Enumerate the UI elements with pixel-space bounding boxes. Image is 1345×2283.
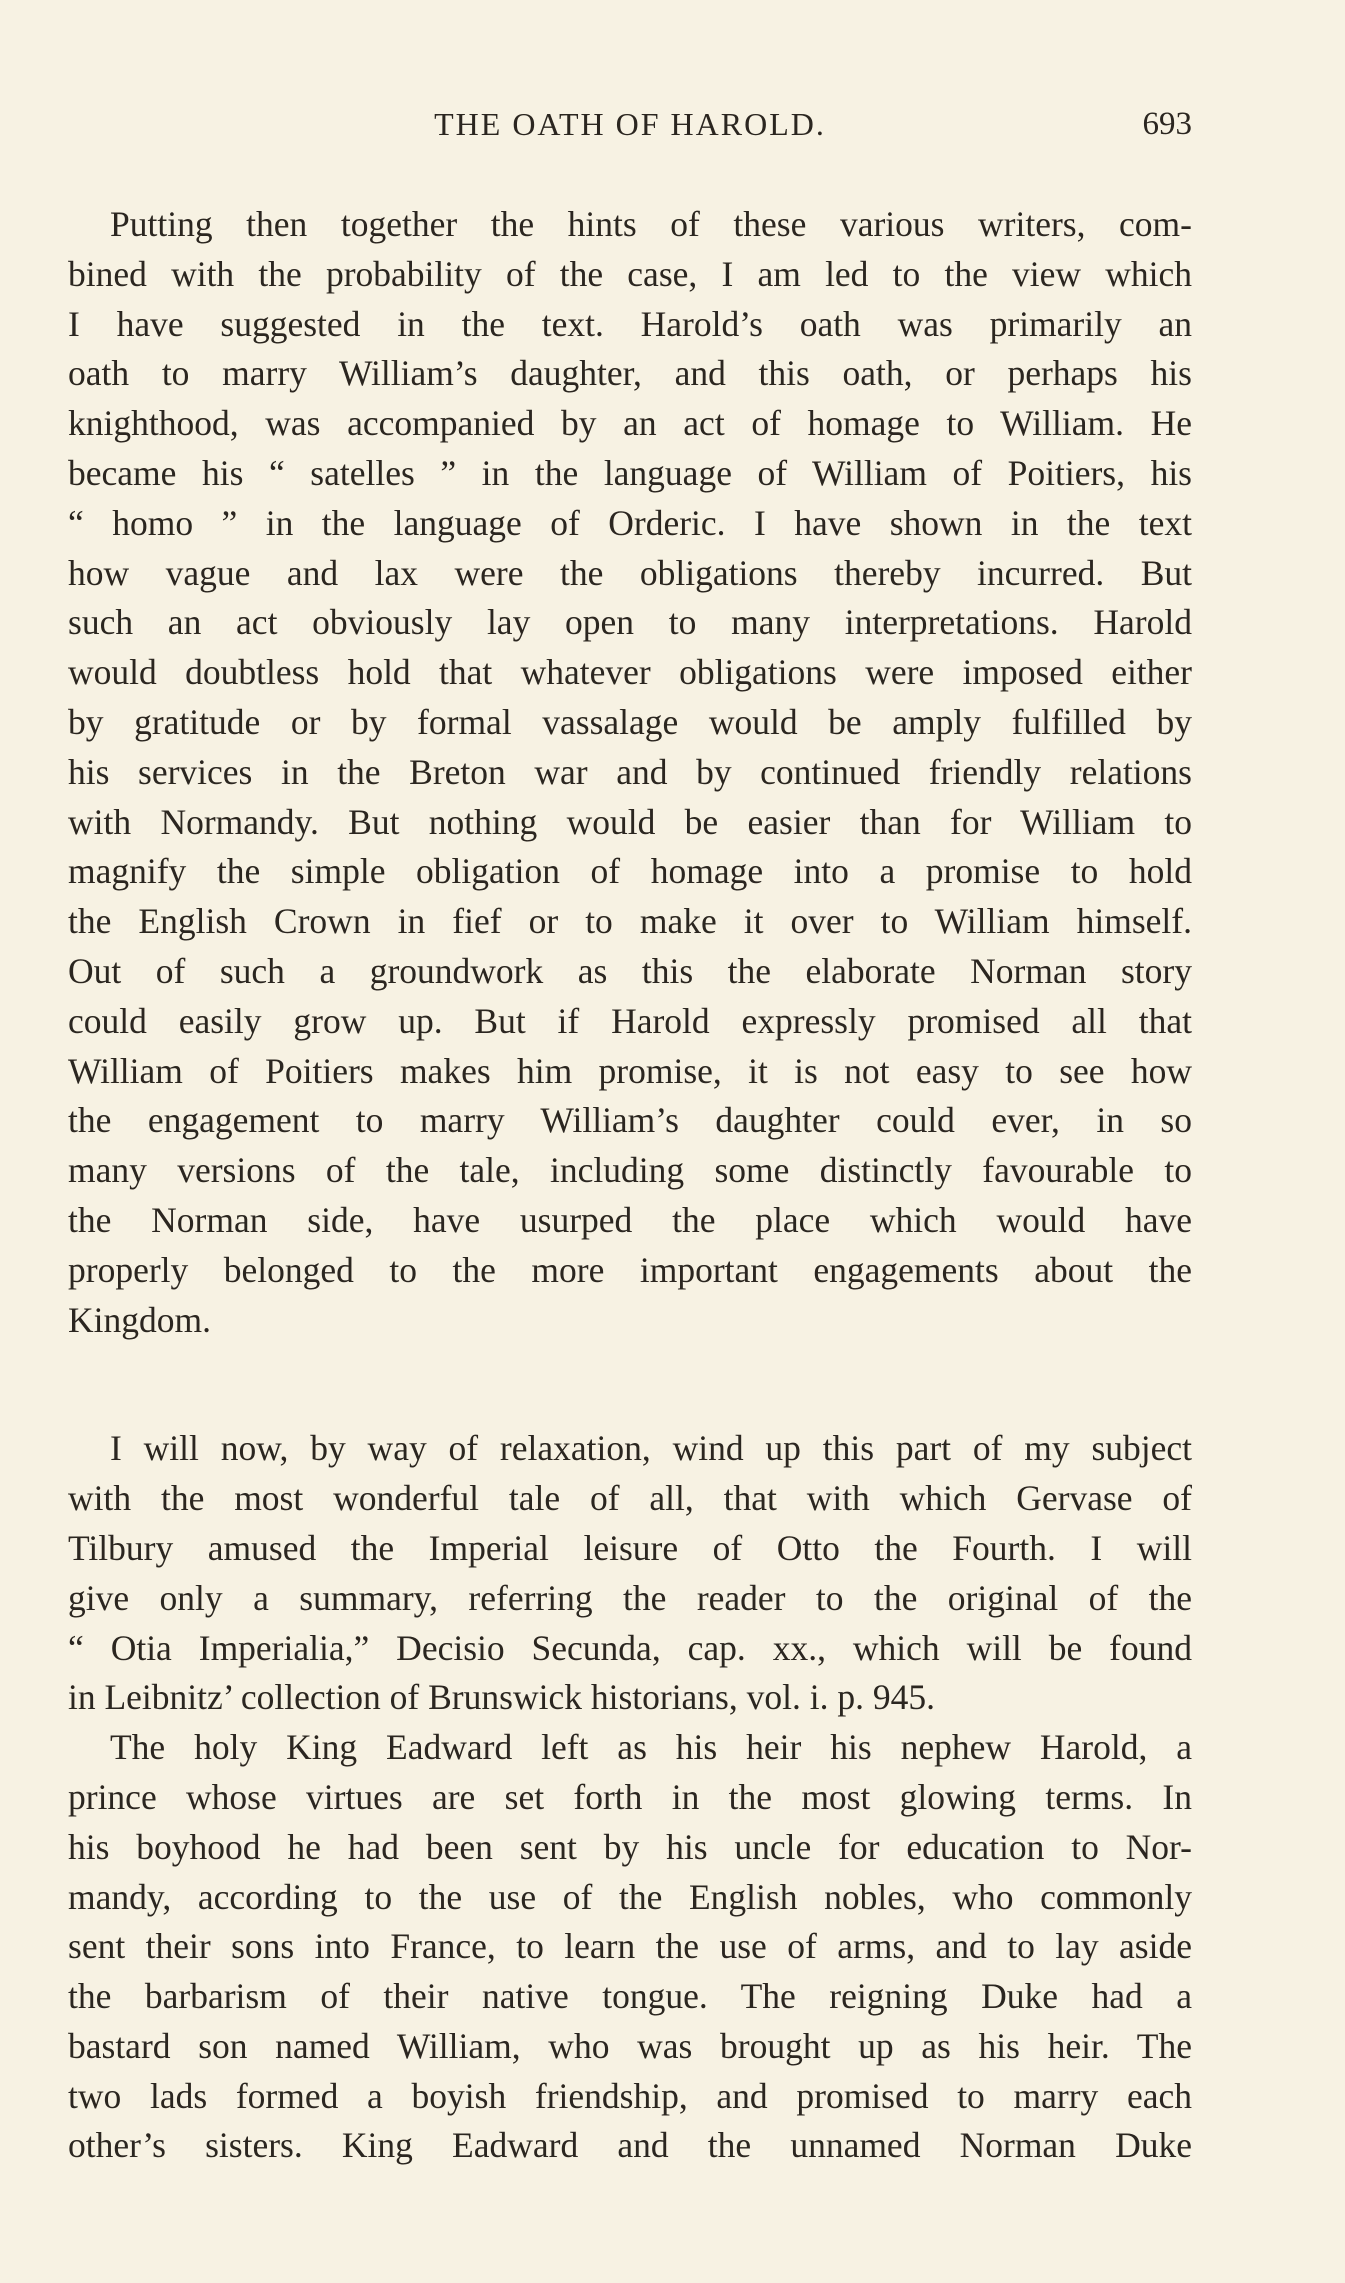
text-line: mandy, according to the use of the English nobles, who commonly (68, 1876, 1192, 1917)
text-line: prince whose virtues are set forth in the most glowing terms. In (68, 1776, 1192, 1817)
text-line: properly belonged to the more important engagements about the (68, 1249, 1192, 1290)
text-line: such an act obviously lay open to many interpretations. Harold (68, 602, 1192, 643)
text-line: “ homo ” in the language of Orderic. I have shown in the text (68, 502, 1192, 543)
paragraph (68, 1723, 1192, 2171)
text-line: his boyhood he had been sent by his uncle for education to Nor- (68, 1826, 1192, 1867)
text-line: by gratitude or by formal vassalage would be amply fulfilled by (68, 701, 1192, 742)
text-line: how vague and lax were the obligations thereby incurred. But (68, 552, 1192, 593)
text-line: the barbarism of their native tongue. The reigning Duke had a (68, 1976, 1192, 2017)
text-line: could easily grow up. But if Harold expressly promised all that (68, 1000, 1192, 1041)
paragraph (68, 200, 1192, 1345)
text-line: became his “ satelles ” in the language of William of Poitiers, his (68, 452, 1192, 493)
text-line: Out of such a groundwork as this the elaborate Norman story (68, 950, 1192, 991)
text-line: “ Otia Imperialia,” Decisio Secunda, cap. xx., which will be found (68, 1627, 1192, 1668)
text-line: I will now, by way of relaxation, wind up this part of my subject (110, 1428, 1192, 1469)
text-line: would doubtless hold that whatever obligations were imposed either (68, 652, 1192, 693)
text-line: Kingdom. (68, 1299, 211, 1340)
text-line: give only a summary, referring the reader to the original of the (68, 1577, 1192, 1618)
body-text (68, 200, 1192, 2171)
text-line: William of Poitiers makes him promise, it is not easy to see how (68, 1050, 1192, 1091)
text-line: I have suggested in the text. Harold’s oath was primarily an (68, 303, 1192, 344)
text-line: bined with the probability of the case, I am led to the view which (68, 253, 1192, 294)
text-line: bastard son named William, who was brought up as his heir. The (68, 2025, 1192, 2066)
text-line: Putting then together the hints of these various writers, com- (110, 204, 1192, 244)
running-title: THE OATH OF HAROLD. (434, 106, 826, 142)
text-line: many versions of the tale, including some distinctly favourable to (68, 1150, 1192, 1191)
text-line: magnify the simple obligation of homage into a promise to hold (68, 851, 1192, 892)
text-line: in Leibnitz’ collection of Brunswick historians, vol. i. p. 945. (68, 1677, 935, 1718)
paragraph (68, 1424, 1192, 1723)
paragraph-gap (68, 1345, 1192, 1424)
text-line: Tilbury amused the Imperial leisure of Otto the Fourth. I will (68, 1527, 1192, 1568)
text-line: The holy King Eadward left as his heir his nephew Harold, a (110, 1727, 1192, 1768)
text-line: oath to marry William’s daughter, and this oath, or perhaps his (68, 353, 1192, 394)
text-line: with the most wonderful tale of all, that with which Gervase of (68, 1478, 1192, 1519)
text-line: the English Crown in fief or to make it over to William himself. (68, 901, 1192, 942)
text-line: two lads formed a boyish friendship, and promised to marry each (68, 2075, 1192, 2116)
running-head (68, 102, 1192, 146)
text-line: knighthood, was accompanied by an act of homage to William. He (68, 403, 1192, 444)
text-line: other’s sisters. King Eadward and the unnamed Norman Duke (68, 2125, 1192, 2166)
page-number: 693 (1142, 106, 1192, 142)
text-line: sent their sons into France, to learn the use of arms, and to lay aside (68, 1926, 1192, 1967)
text-line: the engagement to marry William’s daughter could ever, in so (68, 1100, 1192, 1141)
text-line: his services in the Breton war and by continued friendly relations (68, 751, 1192, 792)
text-line: the Norman side, have usurped the place which would have (68, 1199, 1192, 1240)
text-line: with Normandy. But nothing would be easier than for William to (68, 801, 1192, 842)
